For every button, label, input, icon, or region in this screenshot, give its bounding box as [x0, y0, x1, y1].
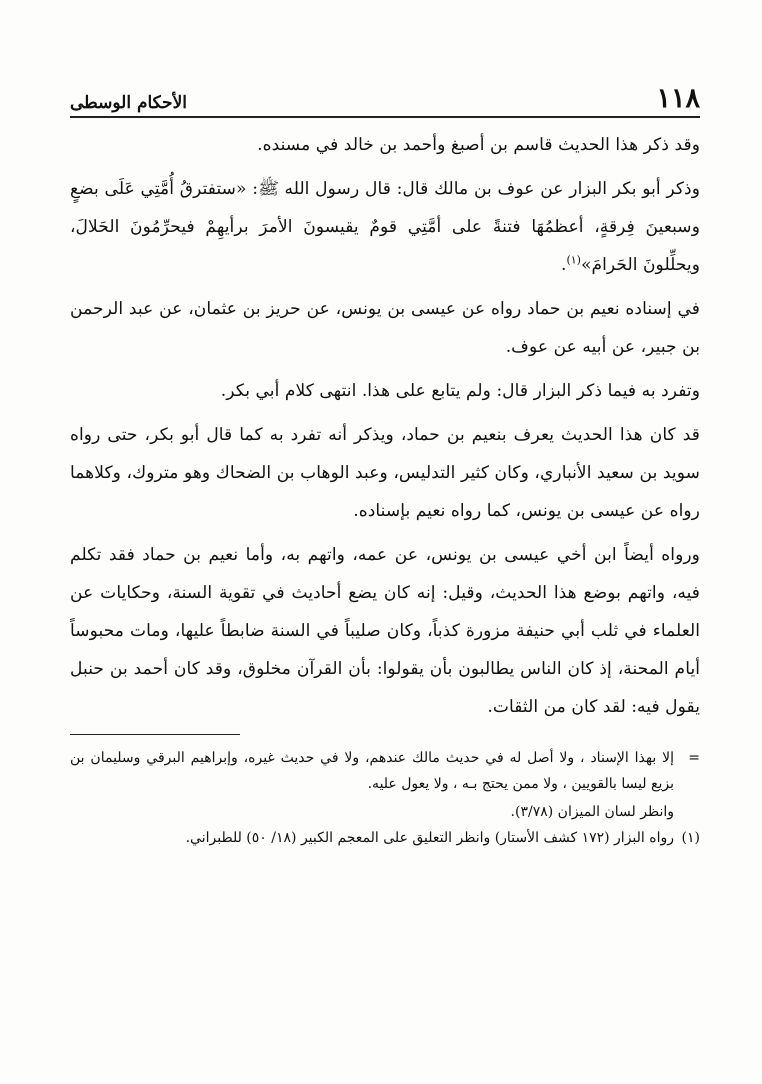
- main-text: [70, 126, 700, 726]
- footnote-marker: (١): [681, 830, 700, 846]
- footnote-text: إلا بهذا الإسناد ، ولا أصل له في حديث مالك عندهم، ولا في حديث غيره، وإبراهيم البرقي وسليمان بن بزيع ليسا بالقويين ، ولا ممن يحتج بـه ، ولا يعول عليه.: [70, 750, 674, 792]
- page-number: ١١٨: [656, 83, 700, 114]
- paragraph: وقد ذكر هذا الحديث قاسم بن أصبغ وأحمد بن خالد في مسنده.: [257, 135, 700, 155]
- footnote-separator: [70, 734, 240, 735]
- hadith-paragraph: وذكر أبو بكر البزار عن عوف بن مالك قال: قال رسول الله ﷺ: «ستفترقُ أُمَّتِي عَلَى بضعٍ وسبعينَ فِرقةٍ، أعظمُهَا فتنةً على أمَّتِي قومٌ يقيسونَ الأمرَ برأيهِمْ فيحرِّمُونَ الحَلالَ، ويحلِّلونَ الحَرامَ»$^{(١)}$.: [70, 179, 700, 275]
- book-page: [70, 72, 700, 853]
- paragraph: في إسناده نعيم بن حماد رواه عن عيسى بن يونس، عن حريز بن عثمان، عن عبد الرحمن بن جبير، عن أبيه عن عوف.: [70, 299, 700, 357]
- paragraph: قد كان هذا الحديث يعرف بنعيم بن حماد، ويذكر أنه تفرد به كما قال أبو بكر، حتى رواه سويد بن سعيد الأنباري، وكان كثير التدليس، وعبد الوهاب بن الضحاك وهو متروك، وكلاهما رواه عن عيسى بن يونس، كما رواه نعيم بإسناده.: [70, 425, 700, 521]
- page-header: [70, 72, 700, 118]
- footnote-text: رواه البزار (١٧٢ كشف الأستار) وانظر التعليق على المعجم الكبير (١٨/ ٥٠) للطبراني.: [185, 830, 674, 846]
- footnote-line: وانظر لسان الميزان (٣/٧٨).: [510, 804, 674, 820]
- footnotes: [70, 745, 700, 851]
- footnote: [70, 825, 700, 851]
- paragraph: ورواه أيضاً ابن أخي عيسى بن يونس، عن عمه، واتهم به، وأما نعيم بن حماد فقد تكلم فيه، واتهم بوضع هذا الحديث، وقيل: إنه كان يضع أحاديث في تقوية السنة، وحكايات عن العلماء في ثلب أبي حنيفة مزورة كذباً، وكان صليباً في السنة ضابطاً عليها، ومات محبوساً أيام المحنة، إذ كان الناس يطالبون بأن يقولوا: بأن القرآن مخلوق، وقد كان أحمد بن حنبل يقول فيه: لقد كان من الثقات.: [70, 545, 700, 717]
- footnote-marker: =: [688, 750, 700, 766]
- footnote-reference: (١): [566, 253, 581, 267]
- paragraph: وتفرد به فيما ذكر البزار قال: ولم يتابع على هذا. انتهى كلام أبي بكر.: [220, 381, 700, 401]
- running-title: الأحكام الوسطى: [70, 93, 187, 113]
- footnote-continuation: [70, 745, 700, 797]
